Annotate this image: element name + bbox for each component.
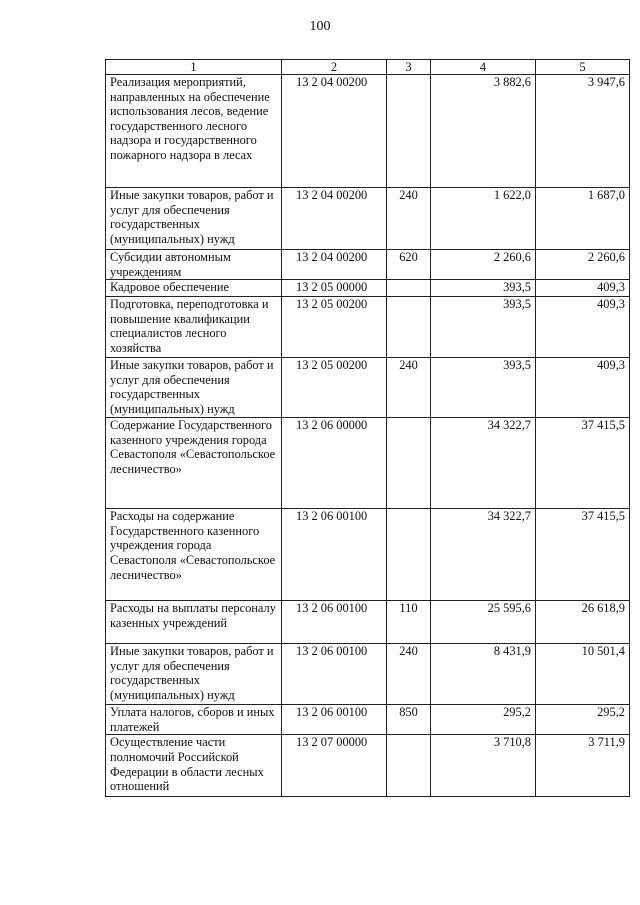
row-name: Кадровое обеспечение <box>106 280 282 297</box>
row-code: 13 2 06 00100 <box>282 644 387 705</box>
row-expense-type: 240 <box>387 188 431 250</box>
row-value-year-1: 1 622,0 <box>431 188 536 250</box>
column-header: 5 <box>536 60 630 75</box>
row-code: 13 2 06 00100 <box>282 601 387 644</box>
row-code: 13 2 07 00000 <box>282 735 387 797</box>
row-code: 13 2 04 00200 <box>282 75 387 188</box>
row-expense-type: 240 <box>387 644 431 705</box>
row-code: 13 2 05 00000 <box>282 280 387 297</box>
table-row <box>106 358 630 418</box>
table-row <box>106 601 630 644</box>
row-value-year-1: 25 595,6 <box>431 601 536 644</box>
row-value-year-1: 295,2 <box>431 705 536 735</box>
row-name: Содержание Государственного казенного учреждения города Севастополя «Севастопольское лесничество» <box>106 418 282 509</box>
row-value-year-2: 295,2 <box>536 705 630 735</box>
row-code: 13 2 05 00200 <box>282 297 387 358</box>
row-expense-type: 110 <box>387 601 431 644</box>
row-value-year-1: 34 322,7 <box>431 418 536 509</box>
page-number: 100 <box>309 19 331 34</box>
row-value-year-1: 8 431,9 <box>431 644 536 705</box>
table-header-row <box>106 60 630 75</box>
row-code: 13 2 04 00200 <box>282 250 387 280</box>
row-value-year-1: 3 710,8 <box>431 735 536 797</box>
row-name: Расходы на выплаты персоналу казенных учреждений <box>106 601 282 644</box>
row-value-year-1: 3 882,6 <box>431 75 536 188</box>
table-row <box>106 250 630 280</box>
row-expense-type <box>387 509 431 601</box>
row-name: Подготовка, переподготовка и повышение квалификации специалистов лесного хозяйства <box>106 297 282 358</box>
row-value-year-2: 10 501,4 <box>536 644 630 705</box>
row-name: Уплата налогов, сборов и иных платежей <box>106 705 282 735</box>
row-expense-type: 620 <box>387 250 431 280</box>
row-expense-type: 850 <box>387 705 431 735</box>
row-name: Иные закупки товаров, работ и услуг для обеспечения государственных (муниципальных) нужд <box>106 358 282 418</box>
table-row <box>106 644 630 705</box>
row-value-year-1: 393,5 <box>431 297 536 358</box>
row-expense-type <box>387 280 431 297</box>
row-code: 13 2 04 00200 <box>282 188 387 250</box>
table-row <box>106 75 630 188</box>
row-name: Осуществление части полномочий Российской Федерации в области лесных отношений <box>106 735 282 797</box>
row-value-year-1: 393,5 <box>431 280 536 297</box>
table-row <box>106 188 630 250</box>
row-code: 13 2 06 00100 <box>282 509 387 601</box>
row-name: Расходы на содержание Государственного казенного учреждения города Севастополя «Севастопольское лесничество» <box>106 509 282 601</box>
row-value-year-2: 409,3 <box>536 297 630 358</box>
row-code: 13 2 05 00200 <box>282 358 387 418</box>
row-value-year-1: 2 260,6 <box>431 250 536 280</box>
row-code: 13 2 06 00100 <box>282 705 387 735</box>
row-value-year-1: 34 322,7 <box>431 509 536 601</box>
row-value-year-2: 1 687,0 <box>536 188 630 250</box>
table-row <box>106 705 630 735</box>
budget-table <box>105 59 630 797</box>
table-row <box>106 509 630 601</box>
table-row <box>106 297 630 358</box>
row-name: Реализация мероприятий, направленных на обеспечение использования лесов, ведение государственного лесного надзора и государственного пожарного надзора в лесах <box>106 75 282 188</box>
row-value-year-1: 393,5 <box>431 358 536 418</box>
row-name: Иные закупки товаров, работ и услуг для обеспечения государственных (муниципальных) нужд <box>106 644 282 705</box>
column-header: 2 <box>282 60 387 75</box>
row-value-year-2: 3 947,6 <box>536 75 630 188</box>
row-value-year-2: 26 618,9 <box>536 601 630 644</box>
row-value-year-2: 409,3 <box>536 280 630 297</box>
row-name: Иные закупки товаров, работ и услуг для обеспечения государственных (муниципальных) нужд <box>106 188 282 250</box>
row-expense-type <box>387 75 431 188</box>
row-code: 13 2 06 00000 <box>282 418 387 509</box>
row-value-year-2: 3 711,9 <box>536 735 630 797</box>
table-row <box>106 418 630 509</box>
row-expense-type <box>387 735 431 797</box>
column-header: 3 <box>387 60 431 75</box>
row-expense-type <box>387 418 431 509</box>
row-expense-type <box>387 297 431 358</box>
row-value-year-2: 2 260,6 <box>536 250 630 280</box>
row-value-year-2: 37 415,5 <box>536 509 630 601</box>
row-value-year-2: 409,3 <box>536 358 630 418</box>
column-header: 1 <box>106 60 282 75</box>
row-name: Субсидии автономным учреждениям <box>106 250 282 280</box>
row-value-year-2: 37 415,5 <box>536 418 630 509</box>
row-expense-type: 240 <box>387 358 431 418</box>
column-header: 4 <box>431 60 536 75</box>
table-row <box>106 735 630 797</box>
table-row <box>106 280 630 297</box>
